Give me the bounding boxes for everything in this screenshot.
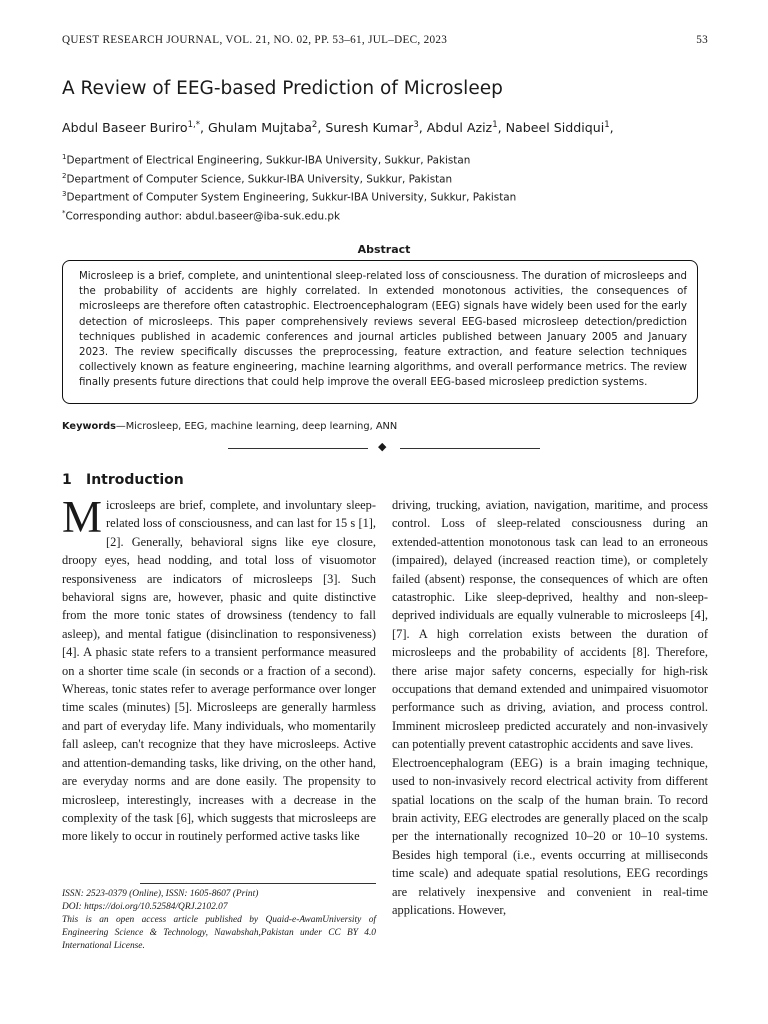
keywords-label: Keywords (62, 421, 116, 432)
author-separator: , (497, 120, 506, 136)
paragraph-text: icrosleeps are brief, complete, and involuntary sleep-related loss of consciousness, and can last for 15 s [1], [2]. Generally, behavioral signs like eye closure, droopy eyes, head nodding, and total loss of visuomotor responsiveness are indicators of microsleeps [3]. Such behavioral signs are, however, phasic and quite distinctive from the more tonic states of drowsiness (tendency to fall asleep), and mental fatigue (disinclination to responsiveness) [4]. A phasic state refers to a transient performance measured on a shorter time scale (in seconds or a fraction of a second). Whereas, tonic states refer to average performance over longer time scales (minutes) [5]. Microsleeps are generally harmless and part of everyday life. Many individuals, who momentarily fall asleep, can't recognize that they have microsleeps. Active and attention-demanding tasks, like driving, on the other hand, are everyday norms and are done easily. The propensity to microsleep, interestingly, increases with a decrease in the complexity of the task [6], which suggests that microsleeps are more likely to occur in routinely performed active tasks like (62, 498, 376, 844)
author-affil-mark: 2 (311, 120, 318, 130)
author-name: Abdul Baseer Buriro (62, 120, 188, 136)
divider-line (400, 448, 540, 449)
author-name: Ghulam Mujtaba (207, 120, 312, 136)
body-column-left (62, 492, 376, 846)
affiliation-text: Department of Computer Science, Sukkur-IBA University, Sukkur, Pakistan (66, 173, 453, 186)
dropcap: M (62, 492, 103, 542)
footnote (62, 888, 376, 953)
affiliation-text: Department of Computer System Engineering, Sukkur-IBA University, Sukkur, Pakistan (66, 191, 517, 204)
author-separator: , (317, 120, 326, 136)
paragraph (62, 492, 376, 846)
author-name: Nabeel Siddiqui (505, 120, 605, 136)
diamond-icon: ◆ (378, 441, 387, 453)
section-number: 1 (62, 472, 72, 488)
author-separator: , (609, 120, 614, 136)
running-head (62, 34, 708, 46)
body-column-right (392, 496, 708, 919)
abstract-box (62, 260, 698, 404)
affiliation-line (62, 150, 516, 169)
affiliation-mark: 1 (62, 153, 67, 161)
affiliation-text: Department of Electrical Engineering, Sukkur-IBA University, Sukkur, Pakistan (66, 154, 471, 167)
affiliation-line (62, 187, 516, 206)
license-line: This is an open access article published by Quaid-e-AwamUniversity of Engineering Science & Technology, Nawabshah,Pakistan under CC BY 4.0 International License. (62, 915, 376, 951)
page-number: 53 (696, 34, 708, 46)
affiliations (62, 150, 516, 225)
abstract-heading: Abstract (357, 243, 411, 256)
affiliation-line (62, 169, 516, 188)
paragraph: driving, trucking, aviation, navigation, maritime, and process control. Loss of sleep-related consciousness during an extended-attention monotonous task can lead to an erroneous (impaired), delayed (increased reaction time), or completely failed (absent) response, the consequences of which are often catastrophic. Like sleep-deprived, healthy and non-sleep-deprived individuals are equally vulnerable to microsleeps [4], [7]. A high correlation exists between the duration of microsleeps and the probability of accidents [8]. Therefore, there arise major safety concerns, especially for high-risk occupations that demand extended and unimpaired visuomotor performance such as driving, aviation, and process control. Imminent microsleep predicted accurately and non-invasively can potentially prevent catastrophic accidents and save lives. (392, 498, 708, 752)
section-title: Introduction (86, 472, 184, 488)
corresponding-author (62, 206, 516, 225)
issn-line: ISSN: 2523-0379 (Online), ISSN: 1605-8607 (Print) (62, 889, 259, 899)
section-heading (62, 472, 184, 488)
corresponding-author-text: Corresponding author: abdul.baseer@iba-suk.edu.pk (65, 210, 340, 223)
paragraph: Electroencephalogram (EEG) is a brain imaging technique, used to non-invasively record electrical activity from different spatial locations on the scalp of the human brain. To record brain activity, EEG electrodes are generally placed on the scalp per the internationally recognized 10–20 or 10–10 systems. Besides high temporal (i.e., events occurring at milliseconds time scale) and adequate spatial resolutions, EEG recordings are relatively inexpensive and convenient in real-time applications. However, (392, 755, 708, 917)
doi-line: DOI: https://doi.org/10.52584/QRJ.2102.07 (62, 902, 228, 912)
affiliation-mark: 3 (62, 190, 67, 199)
footnote-rule (140, 883, 376, 884)
author-separator: , (199, 120, 208, 136)
author-name: Suresh Kumar (325, 120, 414, 136)
author-affil-mark: 1 (492, 120, 498, 130)
keywords (62, 421, 397, 432)
author-affil-mark: 3 (413, 120, 419, 130)
abstract-text: Microsleep is a brief, complete, and unintentional sleep-related loss of consciousness. The duration of microsleeps and the probability of accidents are highly correlated. In extended monotonous activities, the consequences of microsleeps are therefore often catastrophic. Electroencephalogram (EEG) signals have widely been used for the early detection of microsleeps. This paper comprehensively reviews several EEG-based microsleep detection/prediction techniques published in academic conferences and journal articles published between January 2005 and January 2023. The review specifically discusses the preprocessing, feature extraction, and feature selection techniques collectively known as feature engineering, machine learning algorithms, and overall performance metrics. The review finally presents future directions that could help improve the overall EEG-based microsleep prediction systems. (79, 271, 687, 389)
author-affil-mark: 1 (604, 120, 610, 130)
author-affil-mark: 1,* (187, 120, 200, 130)
affiliation-mark: * (62, 209, 66, 218)
author-name: Abdul Aziz (426, 120, 493, 136)
author-list (62, 120, 614, 135)
author-separator: , (418, 120, 427, 136)
section-divider (228, 443, 540, 453)
divider-line (228, 448, 368, 449)
affiliation-mark: 2 (62, 171, 67, 180)
journal-citation: QUEST RESEARCH JOURNAL, VOL. 21, NO. 02, PP. 53–61, JUL–DEC, 2023 (62, 34, 448, 46)
keywords-text: —Microsleep, EEG, machine learning, deep learning, ANN (115, 421, 398, 432)
paper-title: A Review of EEG-based Prediction of Microsleep (62, 78, 503, 99)
